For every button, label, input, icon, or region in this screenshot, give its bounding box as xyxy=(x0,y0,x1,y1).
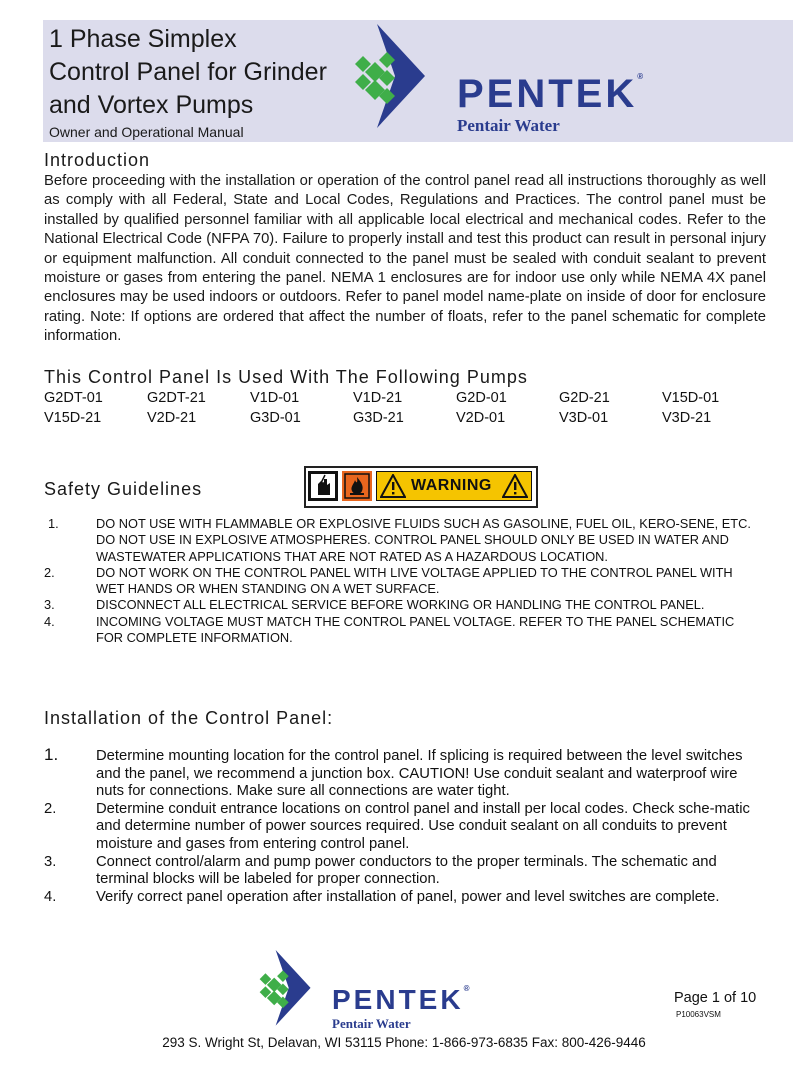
doc-title-line-2: Control Panel for Grinder xyxy=(49,58,327,86)
pump-model: G2DT-21 xyxy=(147,390,206,406)
item-number: 3. xyxy=(44,853,57,870)
item-number: 2. xyxy=(44,564,55,580)
list-item xyxy=(44,854,764,889)
doc-title-line-1: 1 Phase Simplex xyxy=(49,25,237,53)
list-item xyxy=(44,745,764,801)
pentek-logo-mark-icon xyxy=(256,950,320,1030)
item-number: 1. xyxy=(48,516,59,531)
pump-model: G2D-01 xyxy=(456,390,507,406)
list-item xyxy=(44,614,764,647)
item-text: Verify correct panel operation after installation of panel, power and level switches are complete. xyxy=(96,888,720,905)
document-code: P10063VSM xyxy=(676,1010,721,1019)
item-text: INCOMING VOLTAGE MUST MATCH THE CONTROL PANEL VOLTAGE. REFER TO THE PANEL SCHEMATIC FOR COMPLETE INFORMATION. xyxy=(96,613,735,646)
item-text: Connect control/alarm and pump power conductors to the proper terminals. The schematic and terminal blocks will be labeled for proper connection. xyxy=(96,853,717,888)
safety-list xyxy=(44,516,764,646)
item-number: 2. xyxy=(44,800,57,817)
pump-model: V2D-01 xyxy=(456,410,506,426)
list-item xyxy=(44,889,764,907)
page-number: Page 1 of 10 xyxy=(674,990,757,1006)
pump-model: V15D-01 xyxy=(662,390,720,406)
safety-heading: Safety Guidelines xyxy=(44,479,203,499)
list-item xyxy=(44,597,764,613)
pump-model-grid xyxy=(44,389,784,428)
list-item xyxy=(44,516,764,565)
pump-model: V15D-21 xyxy=(44,410,102,426)
item-text: DISCONNECT ALL ELECTRICAL SERVICE BEFORE WORKING OR HANDLING THE CONTROL PANEL. xyxy=(96,597,705,613)
install-heading: Installation of the Control Panel: xyxy=(44,708,334,728)
warning-banner xyxy=(376,471,532,501)
header-band xyxy=(43,20,793,142)
warning-label-box xyxy=(304,466,538,508)
pump-model: V2D-21 xyxy=(147,410,197,426)
footer-address: 293 S. Wright St, Delavan, WI 53115 Phone: 1-866-973-6835 Fax: 800-426-9446 xyxy=(162,1035,646,1050)
flammable-hazard-icon xyxy=(342,471,372,501)
item-text: DO NOT WORK ON THE CONTROL PANEL WITH LIVE VOLTAGE APPLIED TO THE CONTROL PANEL WITH WET HANDS OR WHEN STANDING ON A WET SURFACE. xyxy=(96,564,733,597)
pumps-heading: This Control Panel Is Used With The Following Pumps xyxy=(44,367,528,387)
pump-model: V3D-21 xyxy=(662,410,712,426)
pump-model: G3D-21 xyxy=(353,410,404,426)
doc-subtitle: Owner and Operational Manual xyxy=(49,124,244,140)
pump-model: G2DT-01 xyxy=(44,390,103,406)
intro-heading: Introduction xyxy=(44,150,151,170)
pump-model: V1D-21 xyxy=(353,390,403,406)
install-list xyxy=(44,745,764,906)
pump-model: V3D-01 xyxy=(559,410,609,426)
warning-triangle-icon xyxy=(380,474,406,498)
list-item xyxy=(44,565,764,598)
pentek-logo-mark-icon xyxy=(355,24,433,134)
pump-model: G3D-01 xyxy=(250,410,301,426)
brand-wordmark: PENTEK® xyxy=(457,72,644,116)
footer-brand-wordmark: PENTEK® xyxy=(332,984,470,1015)
electric-hazard-icon xyxy=(308,471,338,501)
warning-triangle-icon xyxy=(502,474,528,498)
item-text: DO NOT USE WITH FLAMMABLE OR EXPLOSIVE FLUIDS SUCH AS GASOLINE, FUEL OIL, KERO-SENE, ETC. DO NOT USE IN EXPLOSIVE ATMOSPHERES. CONTROL PANEL SHOULD ONLY BE USED IN WATER AND WASTEWATER APPLICATIONS THAT ARE NOT RATED AS A HAZARDOUS LOCATION. xyxy=(96,516,751,564)
doc-title-line-3: and Vortex Pumps xyxy=(49,91,254,119)
footer-brand-subtitle: Pentair Water xyxy=(332,1016,411,1031)
brand-subtitle: Pentair Water xyxy=(457,116,560,135)
item-text: Determine conduit entrance locations on control panel and install per local codes. Check sche-matic and determine number of power sources required. Use conduit sealant on all conduits to prevent moisture and gases from entering control panel. xyxy=(96,800,750,852)
intro-paragraph: Before proceeding with the installation or operation of the control panel read all instructions thoroughly as well as comply with all Federal, State and Local Codes, Regulations and Practices. The control panel must be installed by qualified personnel familiar with all applicable local electrical and mechanical codes. Refer to the National Electrical Code (NFPA 70). Failure to properly install and test this product can result in personal injury or equipment malfunction. All conduit connected to the panel must be sealed with conduit sealant to prevent moisture or gases from entering the panel. NEMA 1 enclosures are for indoor use only while NEMA 4X panel enclosures may be used indoors or outdoors. Refer to panel model name-plate on inside of door for enclosure rating. Note: If options are ordered that affect the number of floats, refer to the panel schematic for complete information. xyxy=(44,173,766,345)
item-number: 4. xyxy=(44,888,57,905)
list-item xyxy=(44,801,764,854)
item-number: 3. xyxy=(44,597,55,613)
item-text: Determine mounting location for the control panel. If splicing is required between the level switches and the panel, we recommend a junction box. CAUTION! Use conduit sealant and waterproof wire nuts for connections. Make sure all connections are water tight. xyxy=(96,748,743,800)
pump-model: V1D-01 xyxy=(250,390,300,406)
warning-text: WARNING xyxy=(411,477,492,494)
item-number: 1. xyxy=(44,745,59,764)
pump-model: G2D-21 xyxy=(559,390,610,406)
item-number: 4. xyxy=(44,613,55,629)
